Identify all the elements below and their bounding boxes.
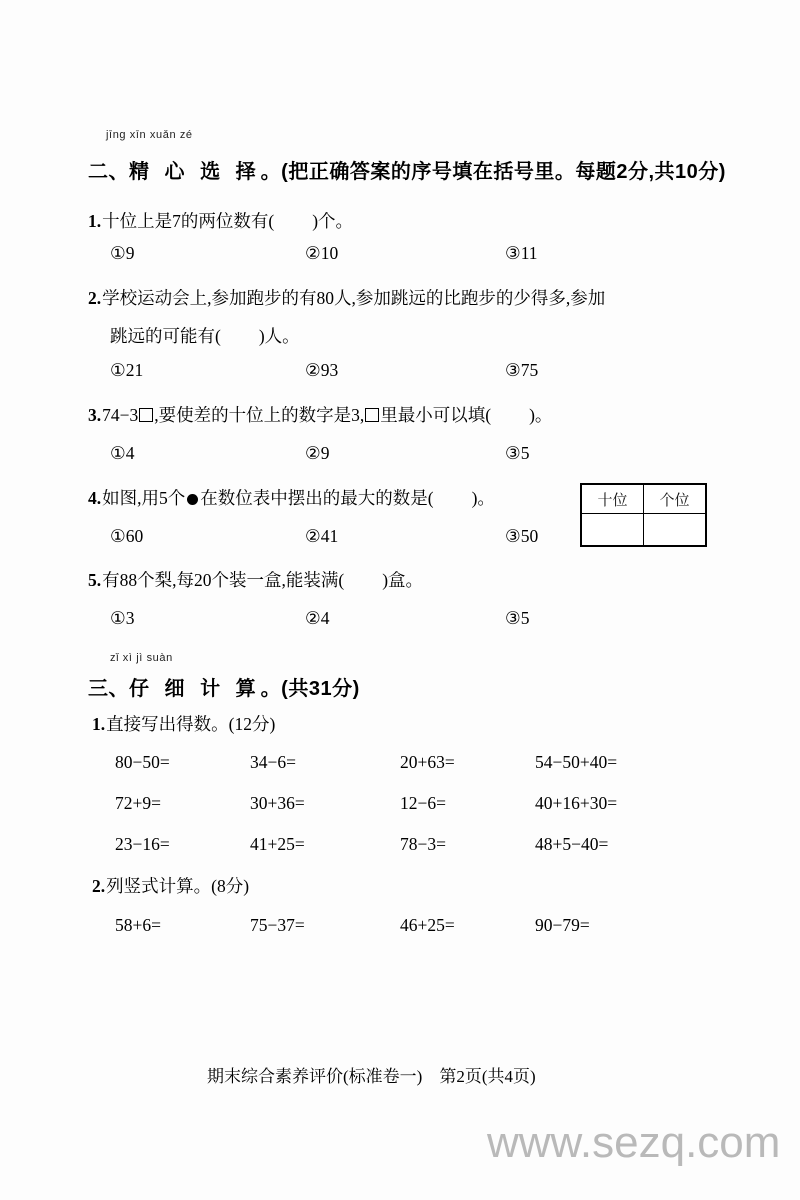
question-3-option-3[interactable]: ③5 bbox=[505, 443, 530, 463]
expression-r2c2[interactable]: 30+36= bbox=[250, 793, 305, 813]
section-three-title: 仔 细 计 算 bbox=[129, 678, 261, 700]
compute-1-title-text: 直接写出得数。(12分) bbox=[106, 714, 276, 734]
question-3-stem-part3: 里最小可以填( bbox=[380, 405, 492, 425]
pinyin-zi-xi-ji-suan: zǐ xì jì suàn bbox=[110, 652, 173, 664]
question-2-stem-line2-before: 跳远的可能有( bbox=[110, 326, 221, 346]
table-cell-ones-blank[interactable] bbox=[644, 514, 707, 547]
choice-question-2 bbox=[88, 288, 605, 310]
question-1-option-2[interactable]: ②10 bbox=[305, 243, 339, 263]
vertical-expression-c2[interactable]: 75−37= bbox=[250, 915, 305, 935]
table-header-tens: 十位 bbox=[581, 484, 644, 514]
question-4-stem-part1: 如图,用5个 bbox=[102, 488, 186, 508]
section-heading-three bbox=[88, 672, 360, 701]
section-two-index: 二、 bbox=[88, 161, 129, 183]
compute-1-number: 1. bbox=[92, 714, 106, 734]
expression-r1c2[interactable]: 34−6= bbox=[250, 752, 296, 772]
question-4-stem-part2: 在数位表中摆出的最大的数是( bbox=[200, 488, 434, 508]
question-2-stem-line2-after: )人。 bbox=[258, 326, 300, 346]
question-3-option-2[interactable]: ②9 bbox=[305, 443, 330, 463]
question-3-number: 3. bbox=[88, 405, 102, 425]
question-5-option-3[interactable]: ③5 bbox=[505, 608, 530, 628]
question-3-stem-part2: ,要使差的十位上的数字是3, bbox=[154, 405, 365, 425]
question-3-stem-part1: 74−3 bbox=[102, 405, 139, 425]
expression-r1c4[interactable]: 54−50+40= bbox=[535, 752, 618, 772]
choice-question-4 bbox=[88, 488, 495, 510]
pinyin-jing-xin-xuan-ze: jīng xīn xuǎn zé bbox=[106, 129, 193, 141]
question-4-number: 4. bbox=[88, 488, 102, 508]
question-1-option-1[interactable]: ①9 bbox=[110, 243, 135, 263]
section-three-index: 三、 bbox=[88, 678, 129, 700]
vertical-expression-c1[interactable]: 58+6= bbox=[115, 915, 161, 935]
vertical-expression-c4[interactable]: 90−79= bbox=[535, 915, 590, 935]
table-cell-tens-blank[interactable] bbox=[581, 514, 644, 547]
expression-r3c2[interactable]: 41+25= bbox=[250, 834, 305, 854]
compute-question-2-title bbox=[92, 876, 249, 898]
expression-r2c4[interactable]: 40+16+30= bbox=[535, 793, 618, 813]
table-row bbox=[581, 514, 706, 547]
question-4-option-2[interactable]: ②41 bbox=[305, 526, 339, 546]
question-2-number: 2. bbox=[88, 288, 102, 308]
question-1-stem-after: )个。 bbox=[312, 211, 354, 231]
table-header-ones: 个位 bbox=[644, 484, 707, 514]
expression-r3c3[interactable]: 78−3= bbox=[400, 834, 446, 854]
question-2-option-3[interactable]: ③75 bbox=[505, 360, 539, 380]
question-2-stem-line1: 学校运动会上,参加跑步的有80人,参加跳远的比跑步的少得多,参加 bbox=[102, 288, 606, 308]
section-two-title: 精 心 选 择 bbox=[129, 161, 261, 183]
question-4-stem-part3: )。 bbox=[471, 488, 495, 508]
expression-r3c1[interactable]: 23−16= bbox=[115, 834, 170, 854]
site-watermark: www.sezq.com bbox=[487, 1118, 781, 1167]
vertical-expression-c3[interactable]: 46+25= bbox=[400, 915, 455, 935]
compute-2-title-text: 列竖式计算。(8分) bbox=[106, 876, 250, 896]
expression-r2c1[interactable]: 72+9= bbox=[115, 793, 161, 813]
square-box-icon bbox=[139, 408, 153, 422]
question-5-stem-after: )盒。 bbox=[382, 570, 424, 590]
page-footer: 期末综合素养评价(标准卷一) 第2页(共4页) bbox=[207, 1067, 536, 1086]
expression-r2c3[interactable]: 12−6= bbox=[400, 793, 446, 813]
expression-r1c3[interactable]: 20+63= bbox=[400, 752, 455, 772]
question-2-option-2[interactable]: ②93 bbox=[305, 360, 339, 380]
question-1-option-3[interactable]: ③11 bbox=[505, 243, 538, 263]
table-header-row bbox=[581, 484, 706, 514]
question-3-stem-part4: )。 bbox=[529, 405, 553, 425]
question-5-number: 5. bbox=[88, 570, 102, 590]
square-box-icon bbox=[365, 408, 379, 422]
expression-r3c4[interactable]: 48+5−40= bbox=[535, 834, 609, 854]
choice-question-2-line2 bbox=[110, 326, 300, 348]
section-three-instruction: 。(共31分) bbox=[260, 678, 360, 700]
filled-circle-icon bbox=[187, 494, 198, 505]
question-3-option-1[interactable]: ①4 bbox=[110, 443, 135, 463]
question-1-stem-before: 十位上是7的两位数有( bbox=[102, 211, 275, 231]
choice-question-5 bbox=[88, 570, 423, 592]
question-4-option-1[interactable]: ①60 bbox=[110, 526, 144, 546]
choice-question-1 bbox=[88, 211, 353, 233]
section-heading-two bbox=[88, 155, 726, 184]
question-4-option-3[interactable]: ③50 bbox=[505, 526, 539, 546]
question-2-option-1[interactable]: ①21 bbox=[110, 360, 144, 380]
choice-question-3 bbox=[88, 405, 552, 427]
question-1-number: 1. bbox=[88, 211, 102, 231]
section-two-instruction: 。(把正确答案的序号填在括号里。每题2分,共10分) bbox=[260, 161, 726, 183]
place-value-table bbox=[580, 483, 707, 547]
compute-question-1-title bbox=[92, 714, 275, 736]
expression-r1c1[interactable]: 80−50= bbox=[115, 752, 170, 772]
question-5-option-1[interactable]: ①3 bbox=[110, 608, 135, 628]
compute-2-number: 2. bbox=[92, 876, 106, 896]
question-5-option-2[interactable]: ②4 bbox=[305, 608, 330, 628]
question-5-stem-before: 有88个梨,每20个装一盒,能装满( bbox=[102, 570, 345, 590]
